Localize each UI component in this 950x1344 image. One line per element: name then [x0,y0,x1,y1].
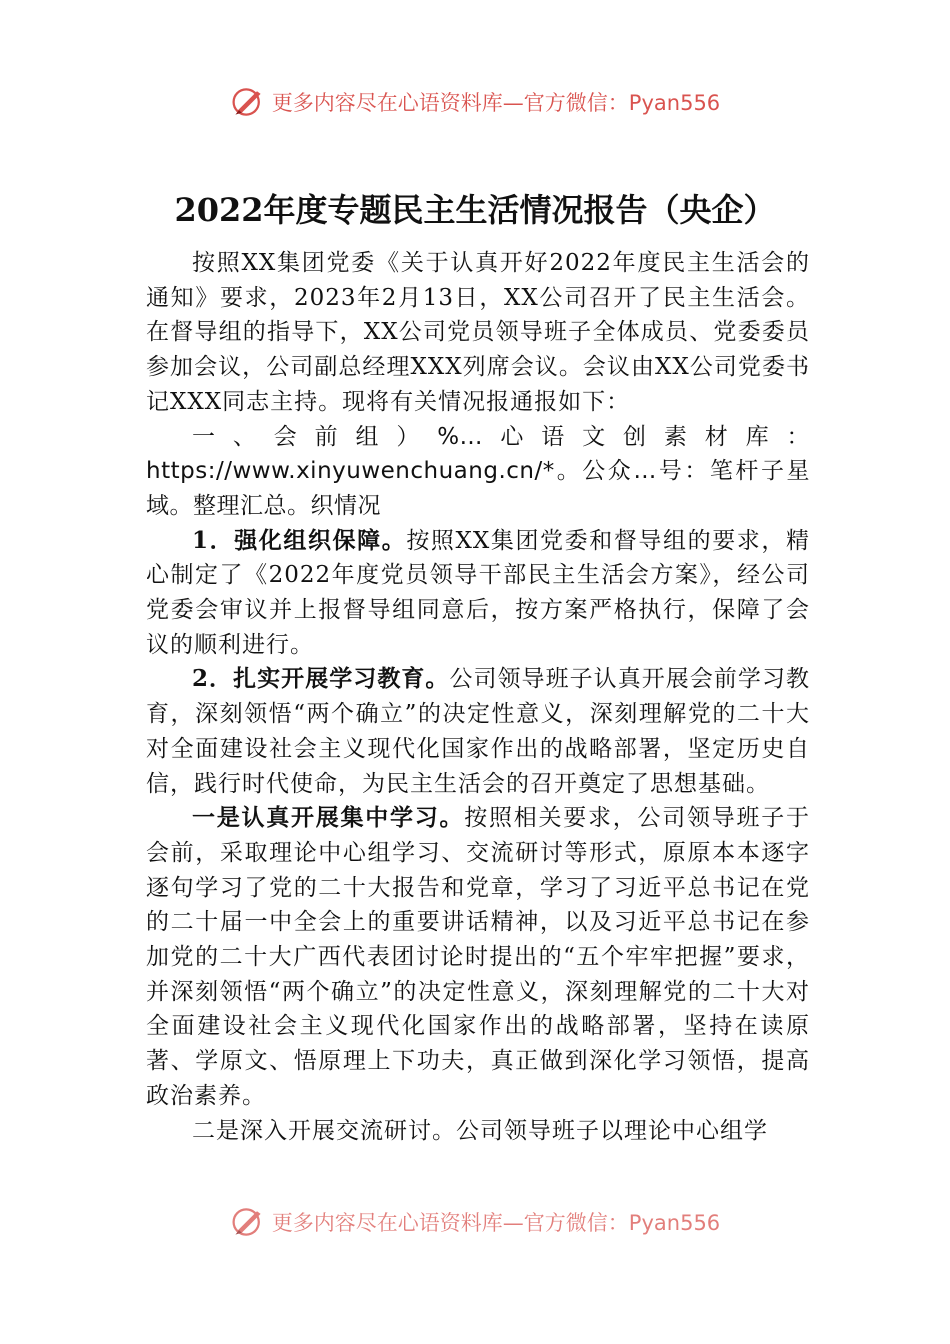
paragraph-lead: 1．强化组织保障。 [192,526,407,554]
paragraph-text: 一、会前组）%…心语文创素材库：https://www.xinyuwenchuang.cn/*。公众…号：笔杆子星域。整理汇总。织情况 [146,423,810,519]
paragraph-text: 按照XX集团党委和督导组的要求，精心制定了《2022年度党员领导干部民主生活会方案》，经公司党委会审议并上报督导组同意后，按方案严格执行，保障了会议的顺利进行。 [146,527,810,658]
paragraph-focused-study [146,801,810,1113]
watermark-text: 更多内容尽在心语资料库—官方微信：Pyan556 [271,91,721,115]
document-body [146,246,810,1148]
paragraph-text: 按照XX集团党委《关于认真开好2022年度民主生活会的通知》要求，2023年2月13日，XX公司召开了民主生活会。在督导组的指导下，XX公司党员领导班子全体成员、党委委员参加会议，公司副总经理XXX列席会议。会议由XX公司党委书记XXX同志主持。现将有关情况报通报如下： [146,250,810,415]
paragraph-text: 公司领导班子认真开展会前学习教育，深刻领悟“两个确立”的决定性意义，深刻理解党的二十大对全面建设社会主义现代化国家作出的战略部署，坚定历史自信，践行时代使命，为民主生活会的召开奠定了思想基础。 [146,666,810,797]
document-title: 2022年度专题民主生活情况报告（央企） [174,191,776,229]
paragraph-discussion [146,1114,810,1149]
watermark-footer [0,1202,950,1242]
paragraph-text: 按照相关要求，公司领导班子于会前，采取理论中心组学习、交流研讨等形式，原原本本逐字逐句学习了党的二十大报告和党章，学习了习近平总书记在党的二十届一中全会上的重要讲话精神，以及习近平总书记在参加党的二十大广西代表团讨论时提出的“五个牢牢把握”要求，并深刻领悟“两个确立”的决定性意义，深刻理解党的二十大对全面建设社会主义现代化国家作出的战略部署，坚持在读原著、学原文、悟原理上下功夫，真正做到深化学习领悟，提高政治素养。 [146,805,810,1109]
paragraph-section-heading [146,420,810,524]
paragraph-text: 二是深入开展交流研讨。公司领导班子以理论中心组学 [192,1117,768,1144]
paragraph-lead: 一是认真开展集中学习。 [192,804,465,832]
paragraph-study [146,662,810,801]
pen-logo-icon [230,84,266,120]
watermark-text: 更多内容尽在心语资料库—官方微信：Pyan556 [271,1211,721,1235]
paragraph-lead: 2．扎实开展学习教育。 [192,665,450,693]
pen-logo-icon [230,1204,266,1240]
paragraph-organization [146,524,810,663]
watermark-header [0,82,950,122]
paragraph-intro [146,246,810,420]
